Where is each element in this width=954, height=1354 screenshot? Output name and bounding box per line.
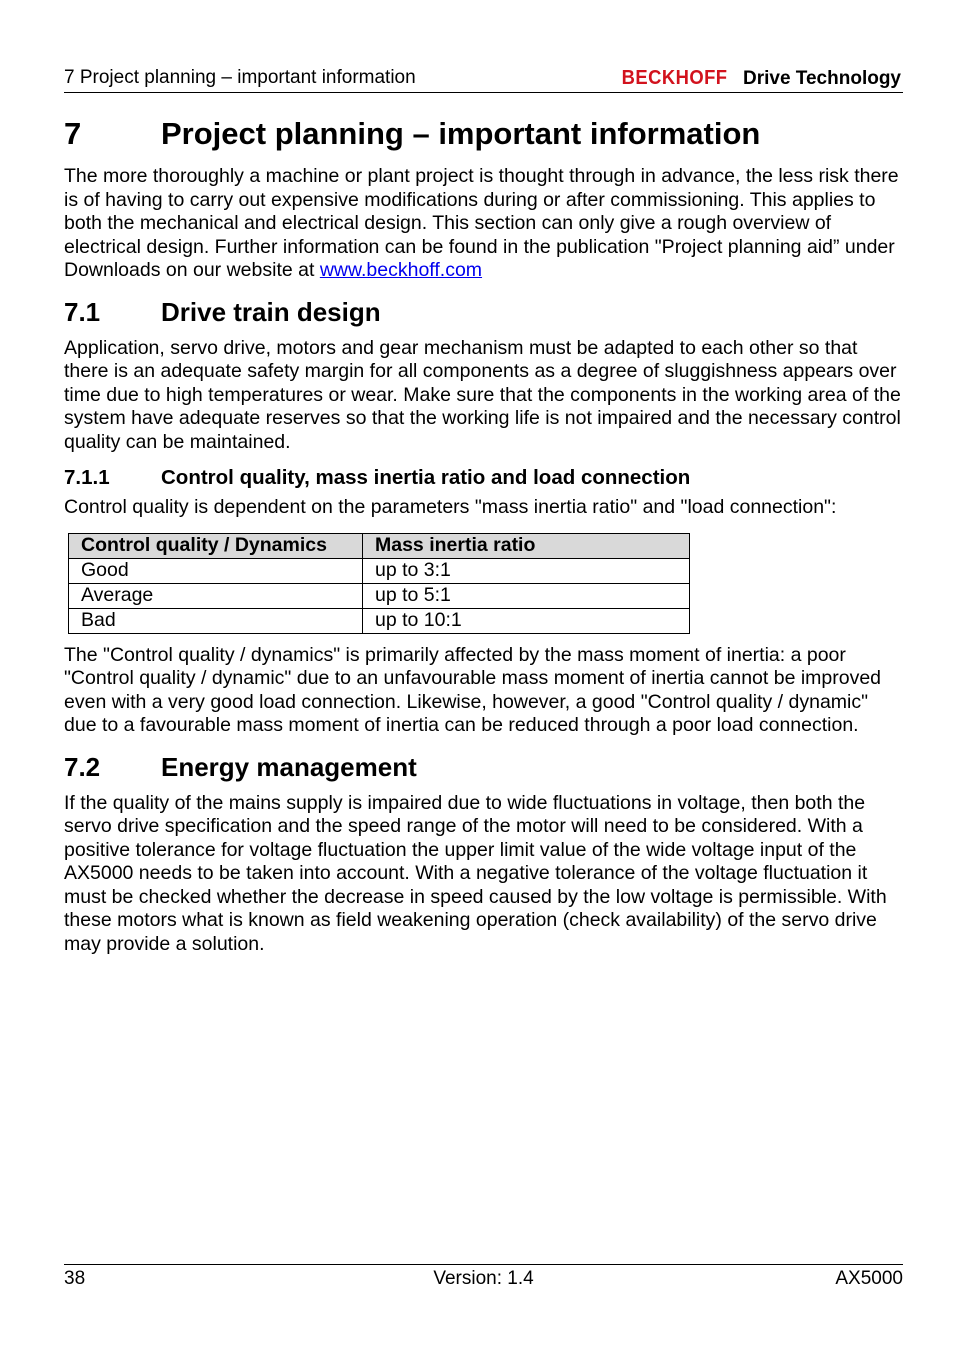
table-row xyxy=(69,608,690,633)
section-number: 7.2 xyxy=(64,751,101,782)
table-cell: up to 3:1 xyxy=(363,558,690,583)
page-content xyxy=(64,114,904,956)
product-name: AX5000 xyxy=(835,1268,903,1289)
table-header-cell: Mass inertia ratio xyxy=(363,533,690,558)
page-footer xyxy=(64,1264,903,1293)
section-number: 7.1 xyxy=(64,296,101,327)
chapter-title: Project planning – important information xyxy=(161,116,761,151)
table-cell: Good xyxy=(69,558,363,583)
intro-text: The more thoroughly a machine or plant project is thought through in advance, the less risk there is of having to carry out expensive modifications during or after commissioning. This applies to both the mechanical and electrical design. This section can only give a rough overview of electrical design. Further information can be found in the publication "Project planning aid” under Downloads on our website at xyxy=(64,165,899,281)
page-number: 38 xyxy=(64,1268,86,1289)
inertia-ratio-table xyxy=(68,533,690,634)
chapter-number: 7 xyxy=(64,116,82,151)
table-header-row xyxy=(69,533,690,558)
chapter-heading xyxy=(64,114,904,154)
table-header-cell: Control quality / Dynamics xyxy=(69,533,363,558)
section-number: 7.1.1 xyxy=(64,466,110,489)
control-quality-explanation: The "Control quality / dynamics" is primarily affected by the mass moment of inertia: a poor "Control quality / dynamic" due to an unfavourable mass moment of inertia cannot be improved even with a very good load connection. Likewise, however, a good "Control quality / dynamic" due to a favourable mass moment of inertia can be reduced through a poor load connection. xyxy=(64,643,882,736)
beckhoff-logo: BECKHOFF xyxy=(622,67,728,89)
table-cell: up to 10:1 xyxy=(363,608,690,633)
beckhoff-website-link[interactable]: www.beckhoff.com xyxy=(319,259,483,281)
header-chapter: 7 Project planning – important information xyxy=(64,67,416,88)
energy-management-paragraph: If the quality of the mains supply is impaired due to wide fluctuations in voltage, then both the servo drive specification and the speed range of the motor will need to be considered. With a positive tolerance for voltage fluctuation the upper limit value of the wide voltage input of the AX5000 needs to be taken into account. With a negative tolerance of the voltage fluctuation it must be checked whether the decrease in speed caused by the low voltage is permissible. With these motors what is known as field weakening operation (check availability) of the servo drive may provide a solution. xyxy=(64,791,887,955)
inertia-table-wrapper xyxy=(68,533,904,634)
control-quality-intro: Control quality is dependent on the parameters "mass inertia ratio" and "load connection": xyxy=(64,496,837,518)
section-heading-7-2 xyxy=(64,750,904,784)
table-cell: Bad xyxy=(69,608,363,633)
page-header xyxy=(64,66,903,93)
intro-paragraph xyxy=(64,165,904,283)
table-cell: up to 5:1 xyxy=(363,583,690,608)
section-heading-7-1-1 xyxy=(64,465,904,491)
section-title: Drive train design xyxy=(161,296,381,327)
table-row xyxy=(69,558,690,583)
section-title: Control quality, mass inertia ratio and load connection xyxy=(161,466,691,489)
table-cell: Average xyxy=(69,583,363,608)
section-heading-7-1 xyxy=(64,295,904,329)
document-version: Version: 1.4 xyxy=(433,1268,534,1289)
drive-train-paragraph: Application, servo drive, motors and gear mechanism must be adapted to each other so that there is an adequate safety margin for all components as a degree of sluggishness appears over time due to high temperatures or wear. Make sure that the components in the working area of the system have adequate reserves so that the working life is not impaired and the necessary control quality can be maintained. xyxy=(64,336,901,453)
section-title: Energy management xyxy=(161,751,417,782)
table-row xyxy=(69,583,690,608)
header-tagline: Drive Technology xyxy=(742,68,901,89)
header-brand-block xyxy=(617,66,901,92)
